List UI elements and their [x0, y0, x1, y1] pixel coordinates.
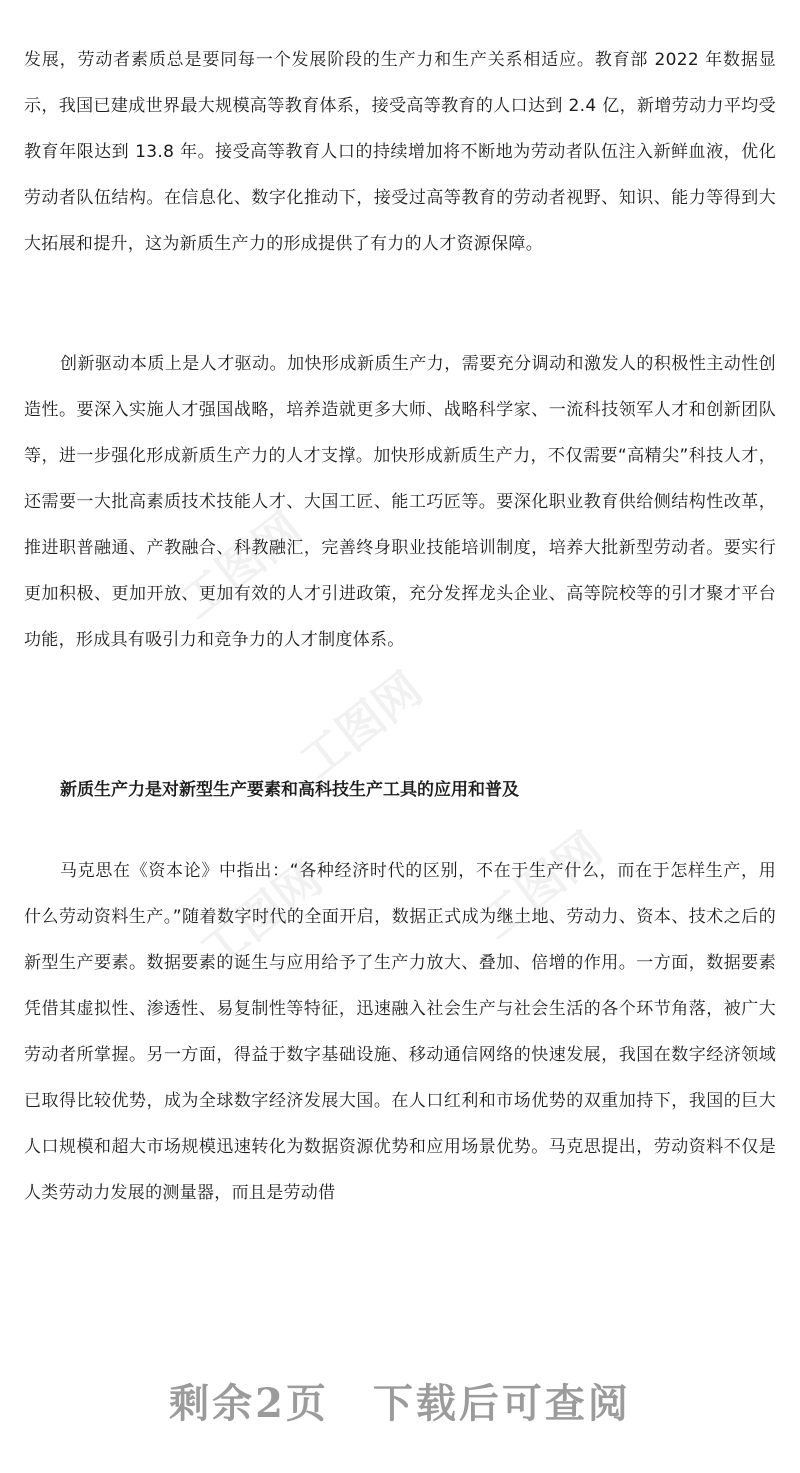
paragraph-1: 发展，劳动者素质总是要同每一个发展阶段的生产力和生产关系相适应。教育部 2022 年数据显示，我国已建成世界最大规模高等教育体系，接受高等教育的人口达到 2.4 亿，新增劳动力平均受教育年限达到 13.8 年。接受高等教育人口的持续增加将不断地为劳动者队伍注入新鲜血液，优化劳动者队伍结构。在信息化、数字化推动下，接受过高等教育的劳动者视野、知识、能力等得到大大拓展和提升，这为新质生产力的形成提供了有力的人才资源保障。 [24, 50, 776, 254]
watermark: 工图网 [469, 821, 612, 950]
download-prompt[interactable] [0, 1372, 800, 1429]
watermark: 工图网 [189, 851, 332, 980]
download-to-view-label: 下载后可查阅 [372, 1380, 631, 1427]
paragraph-2: 创新驱动本质上是人才驱动。加快形成新质生产力，需要充分调动和激发人的积极性主动性创造性。要深入实施人才强国战略，培养造就更多大师、战略科学家、一流科技领军人才和创新团队等，进一步强化形成新质生产力的人才支撑。加快形成新质生产力，不仅需要“高精尖”科技人才，还需要一大批高素质技术技能人才、大国工匠、能工巧匠等。要深化职业教育供给侧结构性改革，推进职普融通、产教融合、科教融汇，完善终身职业技能培训制度，培养大批新型劳动者。要实行更加积极、更加开放、更加有效的人才引进政策，充分发挥龙头企业、高等院校等的引才聚才平台功能，形成具有吸引力和竞争力的人才制度体系。 [24, 354, 776, 650]
remaining-pages-label: 剩余2页 [169, 1380, 329, 1427]
section-heading: 新质生产力是对新型生产要素和高科技生产工具的应用和普及 [60, 780, 519, 800]
paragraph-3: 马克思在《资本论》中指出：“各种经济时代的区别，不在于生产什么，而在于怎样生产，用什么劳动资料生产。”随着数字时代的全面开启，数据正式成为继土地、劳动力、资本、技术之后的新型生产要素。数据要素的诞生与应用给予了生产力放大、叠加、倍增的作用。一方面，数据要素凭借其虚拟性、渗透性、易复制性等特征，迅速融入社会生产与社会生活的各个环节角落，被广大劳动者所掌握。另一方面，得益于数字基础设施、移动通信网络的快速发展，我国在数字经济领域已取得比较优势，成为全球数字经济发展大国。在人口红利和市场优势的双重加持下，我国的巨大人口规模和超大市场规模迅速转化为数据资源优势和应用场景优势。马克思提出，劳动资料不仅是人类劳动力发展的测量器，而且是劳动借 [24, 861, 776, 1203]
watermark: 工图网 [169, 501, 312, 630]
watermark: 工图网 [289, 661, 432, 790]
